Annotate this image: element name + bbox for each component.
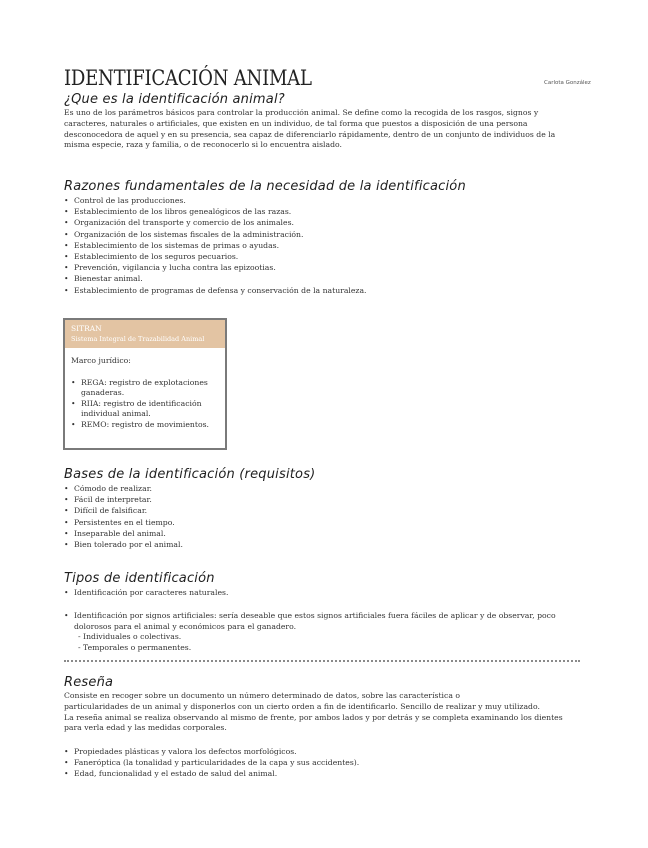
list-item: • Bienestar animal. bbox=[64, 273, 367, 284]
list-item: • Persistentes en el tiempo. bbox=[64, 517, 183, 528]
list-item: • Difícil de falsificar. bbox=[64, 505, 183, 516]
list-item: • REMO: registro de movimientos. bbox=[71, 420, 219, 431]
list-item: • Edad, funcionalidad y el estado de salud del animal. bbox=[64, 768, 359, 779]
resena-line: particularidades de un animal y disponerlos con un cierto orden a fin de identificarlo. Sencillo de realizar y muy utilizado. bbox=[64, 701, 540, 711]
list-item: • Identificación por caracteres naturales. bbox=[64, 587, 228, 598]
section-heading-bases: Bases de la identificación (requisitos) bbox=[64, 467, 316, 482]
list-item: • Bien tolerado por el animal. bbox=[64, 539, 183, 550]
sitran-subtitle: Sistema Integral de Trazabilidad Animal bbox=[71, 335, 205, 343]
section-heading-razones: Razones fundamentales de la necesidad de la identificación bbox=[64, 179, 466, 194]
list-item: • Faneróptica (la tonalidad y particularidades de la capa y sus accidentes). bbox=[64, 757, 359, 768]
list-item: • Establecimiento de los sistemas de primas o ayudas. bbox=[64, 240, 367, 251]
section-heading-tipos: Tipos de identificación bbox=[64, 571, 215, 586]
list-item-continuation: dolorosos para el animal y económicos para el ganadero. bbox=[74, 622, 297, 632]
resena-text bbox=[64, 691, 584, 734]
list-item: • Propiedades plásticas y valora los defectos morfológicos. bbox=[64, 746, 359, 757]
list-item: • REGA: registro de explotaciones ganaderas. bbox=[71, 378, 219, 399]
sublist-item: - Individuales o colectivas. bbox=[78, 632, 182, 641]
sitran-title: SITRAN bbox=[71, 324, 102, 333]
sitran-body bbox=[65, 348, 225, 431]
bases-list bbox=[64, 483, 183, 550]
section-heading-que-es: ¿Que es la identificación animal? bbox=[64, 92, 285, 107]
resena-line: La reseña animal se realiza observando al mismo de frente, por ambos lados y por detrás y se completa examinando los dientes bbox=[64, 712, 563, 722]
list-item: • Establecimiento de los seguros pecuarios. bbox=[64, 251, 367, 262]
tipos-sublist bbox=[78, 631, 191, 653]
list-item: • Cómodo de realizar. bbox=[64, 483, 183, 494]
sublist-item: - Temporales o permanentes. bbox=[78, 643, 192, 652]
list-item: • Identificación por signos artificiales: sería deseable que estos signos artificiales fuera fáciles de aplicar y de observar, poco bbox=[64, 610, 556, 621]
sitran-info-box bbox=[63, 318, 227, 450]
list-item: • Organización de los sistemas fiscales de la administración. bbox=[64, 229, 367, 240]
section-heading-resena: Reseña bbox=[64, 675, 114, 690]
divider bbox=[64, 660, 580, 662]
list-item: • Establecimiento de programas de defensa y conservación de la naturaleza. bbox=[64, 285, 367, 296]
list-item: • RIIA: registro de identificación individual animal. bbox=[71, 399, 219, 420]
marco-juridico-label: Marco jurídico: bbox=[71, 356, 131, 365]
resena-line: para verla edad y las medidas corporales. bbox=[64, 723, 227, 733]
list-item: • Organización del transporte y comercio de los animales. bbox=[64, 217, 367, 228]
section-text-que-es: Es uno de los parámetros básicos para controlar la producción animal. Se define como la recogida de los rasgos, signos y caracteres, naturales o artificiales, que existen en un individuo, de tal forma que puestos a disposición de una persona desconocedora de aquel y en su presencia, sea capaz de diferenciarlo rápidamente, dentro de un conjunto de individuos de la misma especie, raza y familia, o de reconocerlo si lo encuentra aislado. bbox=[64, 108, 556, 150]
author-name: Carlota González bbox=[544, 80, 591, 86]
sitran-header bbox=[65, 320, 225, 348]
list-item: • Fácil de interpretar. bbox=[64, 494, 183, 505]
list-item: • Control de las producciones. bbox=[64, 195, 367, 206]
registro-list bbox=[71, 378, 219, 431]
page-title: IDENTIFICACIÓN ANIMAL bbox=[64, 66, 312, 90]
tipos-list-2 bbox=[64, 610, 556, 632]
tipos-list-1 bbox=[64, 587, 228, 598]
list-item: • Establecimiento de los libros genealógicos de las razas. bbox=[64, 206, 367, 217]
razones-list bbox=[64, 195, 367, 296]
list-item: • Inseparable del animal. bbox=[64, 528, 183, 539]
resena-list bbox=[64, 746, 359, 780]
resena-line: Consiste en recoger sobre un documento un número determinado de datos, sobre las característica o bbox=[64, 691, 460, 700]
list-item: • Prevención, vigilancia y lucha contra las epizootias. bbox=[64, 262, 367, 273]
